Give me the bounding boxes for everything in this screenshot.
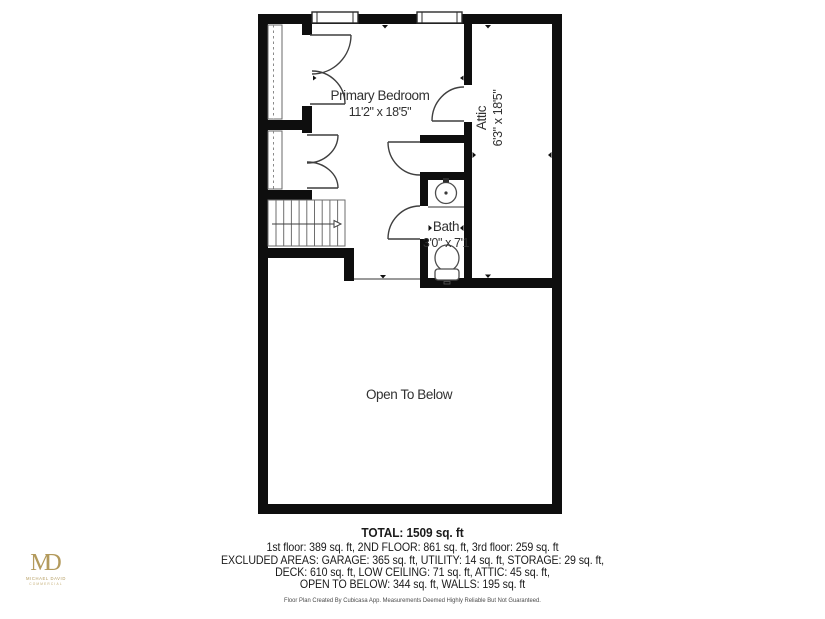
room-name: Bath xyxy=(432,219,460,234)
excluded-line-3: OPEN TO BELOW: 344 sq. ft, WALLS: 195 sq. ft xyxy=(299,577,526,592)
window-icon xyxy=(417,12,462,23)
measure-marker xyxy=(473,152,477,158)
wall-top xyxy=(258,14,562,24)
wardrobe-icon xyxy=(268,131,282,189)
window-icon xyxy=(312,12,358,23)
wall-open-below-step xyxy=(344,248,354,281)
wall-closet-divider xyxy=(258,120,312,130)
room-name: Open To Below xyxy=(365,387,453,402)
measure-marker xyxy=(548,152,552,158)
room-dimensions: 6'3" x 18'5" xyxy=(491,89,505,147)
attic-door-icon xyxy=(432,87,464,121)
brand-logo xyxy=(16,551,76,586)
wall-bottom xyxy=(258,504,562,514)
wall-inner-closet-bottom xyxy=(420,172,464,180)
wall-under-stairs xyxy=(258,248,354,258)
wall-inner-closet-top xyxy=(420,135,464,143)
logo-subtitle: COMMERCIAL xyxy=(29,582,63,586)
measure-marker xyxy=(380,275,386,279)
disclaimer-line: Floor Plan Created By Cubicasa App. Measurements Deemed Highly Reliable But Not Guaranteed. xyxy=(284,597,541,605)
bath-label xyxy=(423,219,469,251)
sink-icon xyxy=(428,178,464,207)
measure-marker xyxy=(382,25,388,29)
total-area-line: TOTAL: 1509 sq. ft xyxy=(361,525,464,540)
attic-label xyxy=(474,90,506,147)
wall-attic-lower xyxy=(464,122,472,288)
logo-monogram: MD xyxy=(30,550,55,576)
excluded-line-2: DECK: 610 sq. ft, LOW CEILING: 71 sq. ft, ATTIC: 45 sq. ft, xyxy=(275,564,550,579)
stairs-icon xyxy=(268,200,345,246)
primary-bedroom-label xyxy=(330,88,429,120)
closet-double-door-icon xyxy=(307,135,338,188)
wall-attic-upper xyxy=(464,24,472,85)
wc-closet-door-icon xyxy=(388,142,420,175)
logo-name: MICHAEL DAVID xyxy=(26,576,66,581)
room-dimensions: 11'2" x 18'5" xyxy=(348,105,412,119)
measure-marker xyxy=(460,76,464,81)
room-dimensions: 3'0" x 7'1 xyxy=(422,236,470,250)
excluded-line-1: EXCLUDED AREAS: GARAGE: 365 sq. ft, UTILITY: 14 sq. ft, STORAGE: 29 sq. ft, xyxy=(220,552,605,567)
floors-line: 1st floor: 389 sq. ft, 2ND FLOOR: 861 sq. ft, 3rd floor: 259 sq. ft xyxy=(266,540,559,555)
bath-door-icon xyxy=(388,206,420,239)
measure-marker xyxy=(485,275,491,279)
wall-closet-right-upper xyxy=(302,24,312,35)
wall-closet-bottom xyxy=(258,190,312,200)
wall-left xyxy=(258,14,268,514)
room-name: Primary Bedroom xyxy=(330,88,430,103)
wardrobe-icon xyxy=(268,25,282,119)
room-name: Attic xyxy=(474,105,489,131)
area-summary xyxy=(41,527,784,608)
wall-right xyxy=(552,14,562,514)
open-to-below-label xyxy=(366,387,452,403)
measure-marker xyxy=(313,76,317,81)
measure-marker xyxy=(485,25,491,29)
